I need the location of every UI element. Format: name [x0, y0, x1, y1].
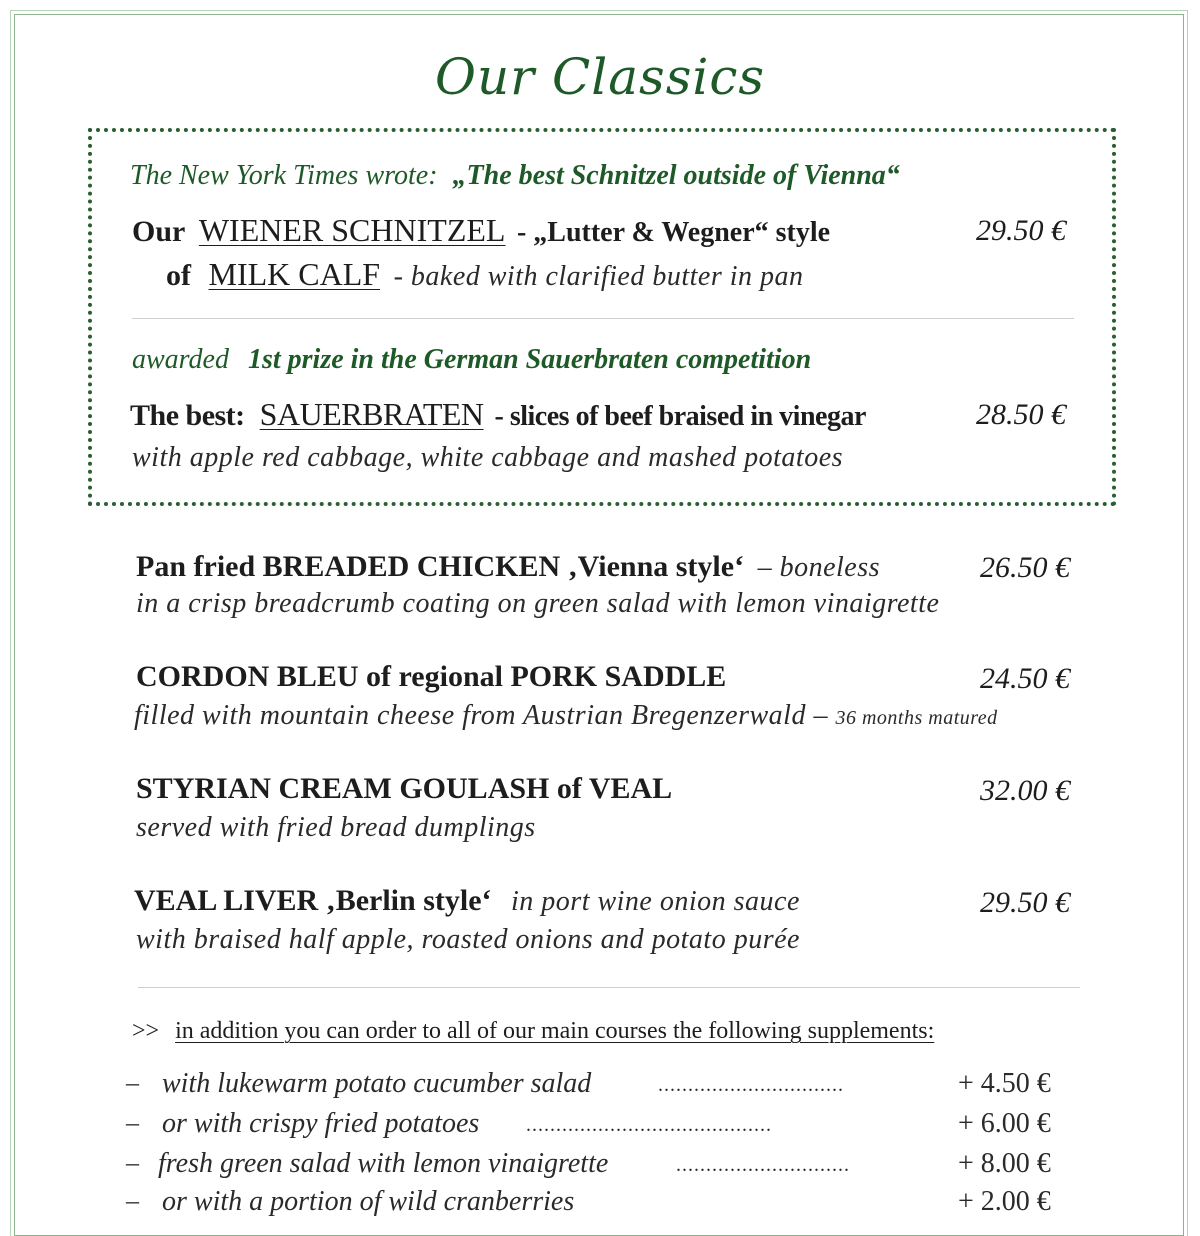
supplement-label: or with crispy fried potatoes: [162, 1108, 480, 1139]
quote-intro: The New York Times wrote:: [130, 160, 438, 191]
supplement-price: + 8.00 €: [958, 1148, 1051, 1179]
award-line: [132, 344, 811, 376]
sauerbraten-name: SAUERBRATEN: [259, 396, 484, 432]
schnitzel-price: 29.50 €: [976, 214, 1066, 247]
sauerbraten-line: [130, 396, 866, 433]
schnitzel-line-2: [166, 256, 804, 293]
schnitzel-meat: MILK CALF: [208, 256, 381, 292]
dish-price: 24.50 €: [980, 662, 1070, 695]
dash-icon: –: [126, 1068, 139, 1097]
dash-icon: –: [126, 1186, 139, 1215]
dish-desc: with braised half apple, roasted onions and potato purée: [136, 924, 800, 955]
sauerbraten-sides: with apple red cabbage, white cabbage and mashed potatoes: [132, 442, 844, 473]
dish-name: Pan fried BREADED CHICKEN ‚Vienna style‘: [136, 550, 745, 583]
supplement-label: fresh green salad with lemon vinaigrette: [158, 1148, 609, 1179]
schnitzel-name: WIENER SCHNITZEL: [198, 212, 506, 248]
schnitzel-desc: - baked with clarified butter in pan: [393, 261, 804, 292]
award-text: 1st prize in the German Sauerbraten competition: [247, 344, 812, 375]
dish-price: 32.00 €: [980, 774, 1070, 807]
schnitzel-prefix: Our: [132, 215, 186, 248]
dot-leader: ...............................: [658, 1074, 844, 1096]
dish-price: 26.50 €: [980, 551, 1070, 584]
dish-chicken: [136, 550, 880, 584]
divider: [132, 318, 1074, 319]
quote-text: „The best Schnitzel outside of Vienna“: [452, 160, 900, 191]
sauerbraten-desc: - slices of beef braised in vinegar: [494, 401, 866, 432]
divider: [138, 987, 1080, 988]
dish-goulash: STYRIAN CREAM GOULASH of VEAL: [136, 772, 673, 805]
quote-line: [130, 160, 900, 192]
dash-icon: –: [126, 1108, 139, 1137]
supplements-heading: in addition you can order to all of our main courses the following supplements:: [175, 1018, 935, 1044]
supplement-price: + 4.50 €: [958, 1068, 1051, 1099]
sauerbraten-prefix: The best:: [130, 399, 245, 432]
page-title: Our Classics: [434, 48, 766, 106]
dash-icon: –: [126, 1148, 139, 1177]
dot-leader: .............................: [676, 1154, 850, 1176]
dish-note: in port wine onion sauce: [511, 886, 800, 917]
dish-price: 29.50 €: [980, 886, 1070, 919]
supplement-label: or with a portion of wild cranberries: [162, 1186, 575, 1217]
schnitzel-style: - „Lutter & Wegner“ style: [516, 217, 831, 248]
supplement-price: + 2.00 €: [958, 1186, 1051, 1217]
schnitzel-of: of: [166, 259, 191, 292]
dish-desc-line: [134, 700, 998, 732]
supplements-heading-line: [132, 1018, 934, 1045]
dish-note: – boneless: [757, 552, 880, 583]
dish-veal-liver: [134, 884, 800, 918]
dish-desc: in a crisp breadcrumb coating on green salad with lemon vinaigrette: [136, 588, 940, 619]
dot-leader: .........................................: [526, 1114, 772, 1136]
dish-name: VEAL LIVER ‚Berlin style‘: [134, 884, 492, 917]
schnitzel-line: [132, 212, 830, 249]
supplement-label: with lukewarm potato cucumber salad: [162, 1068, 592, 1099]
arrow-icon: >>: [132, 1018, 160, 1044]
award-intro: awarded: [132, 344, 229, 375]
supplement-price: + 6.00 €: [958, 1108, 1051, 1139]
dish-desc: filled with mountain cheese from Austrian Bregenzerwald –: [134, 700, 828, 731]
dish-desc-note: 36 months matured: [835, 707, 998, 729]
dish-desc: served with fried bread dumplings: [136, 812, 536, 843]
dish-cordon-bleu: CORDON BLEU of regional PORK SADDLE: [136, 660, 727, 693]
sauerbraten-price: 28.50 €: [976, 398, 1066, 431]
